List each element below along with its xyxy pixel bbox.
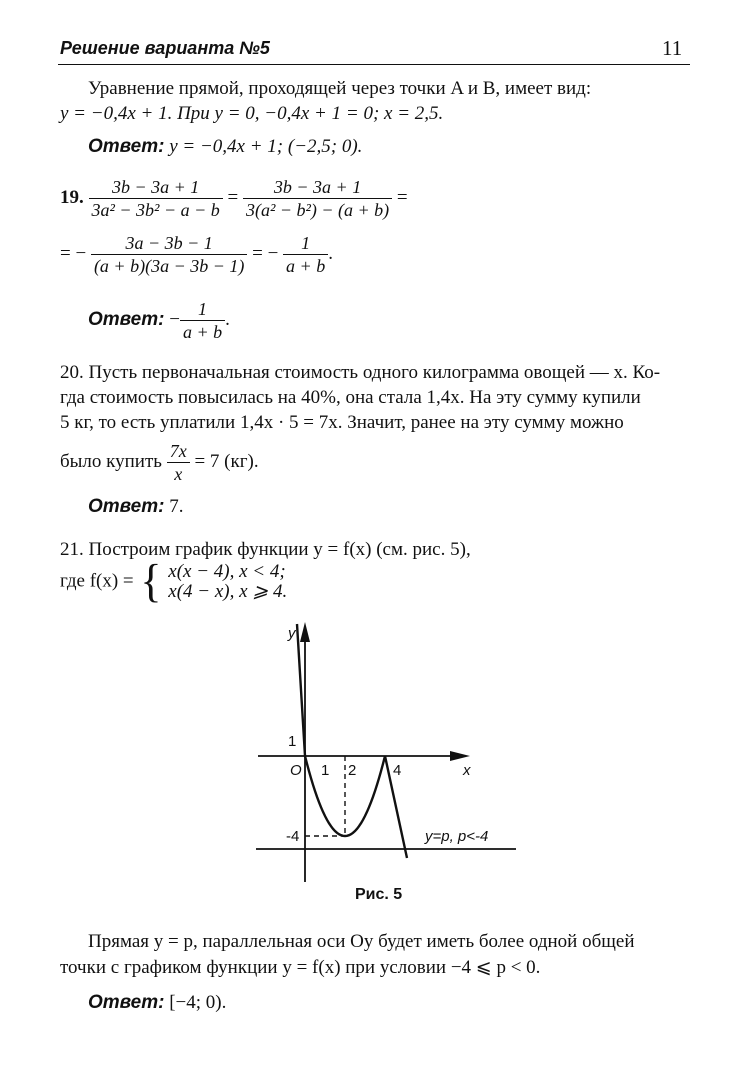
p19-f4-num: 1: [283, 232, 328, 255]
line-p-label: y=p, p<-4: [425, 828, 489, 845]
p19-line2: [60, 232, 333, 277]
tick-ym4-label: -4: [286, 828, 300, 845]
p20-line3: 5 кг, то есть уплатили 1,4x · 5 = 7x. Значит, ранее на эту сумму можно: [60, 412, 624, 433]
running-header-title: Решение варианта №5: [60, 38, 270, 58]
p19-f1-den: 3a² − 3b² − a − b: [91, 200, 220, 220]
p19-f2-den: 3(a² − b²) − (a + b): [245, 200, 390, 220]
page-number: 11: [662, 36, 683, 60]
axis-x-label: x: [463, 762, 471, 779]
figure-5-graph: [250, 620, 530, 888]
p19-fraction-4: [283, 232, 328, 277]
p21-where-prefix: где f(x) =: [60, 570, 134, 592]
p20-line2: гда стоимость повысилась на 40%, она стала 1,4x. На эту сумму купили: [60, 387, 641, 408]
p19-answer: [88, 298, 230, 343]
p19-answer-den: a + b: [182, 322, 223, 342]
p21-brace: {: [140, 555, 162, 608]
function-curve: [297, 624, 407, 858]
tick-x4-label: 4: [393, 762, 402, 779]
p18-line1: Уравнение прямой, проходящей через точки A и B, имеет вид:: [88, 78, 592, 99]
p19-line1: [60, 176, 408, 221]
figure-caption: Рис. 5: [355, 886, 403, 903]
header-divider: [58, 64, 690, 65]
p19-fraction-2: [243, 176, 392, 221]
p19-f3-den: (a + b)(3a − 3b − 1): [93, 256, 245, 276]
p18-answer: [88, 136, 362, 158]
p20-answer-label: Ответ:: [88, 496, 165, 517]
p18-line2: y = −0,4x + 1. При y = 0, −0,4x + 1 = 0; x = 2,5.: [60, 103, 444, 124]
p20-line4-suffix: = 7 (кг).: [194, 450, 259, 472]
p21-conclusion-line2: точки с графиком функции y = f(x) при условии −4 ⩽ p < 0.: [60, 957, 541, 978]
p19-answer-num: 1: [180, 298, 225, 321]
p20-line4: [60, 440, 259, 485]
y-axis-arrow: [300, 622, 310, 642]
p20-fraction: [167, 440, 190, 485]
p21-conclusion-line1: Прямая y = p, параллельная оси Oy будет иметь более одной общей: [88, 931, 635, 952]
p19-f2-num: 3b − 3a + 1: [243, 176, 392, 199]
x-axis-arrow: [450, 751, 470, 761]
p21-case1: x(x − 4), x < 4;: [168, 561, 286, 582]
p19-fraction-1: [89, 176, 223, 221]
p20-line1: 20. Пусть первоначальная стоимость одного килограмма овощей — x. Ко-: [60, 362, 661, 383]
tick-y1-label: 1: [288, 733, 297, 750]
p19-eq-minus: = −: [252, 242, 279, 264]
p20-answer: [88, 496, 183, 518]
p19-f1-num: 3b − 3a + 1: [89, 176, 223, 199]
p21-answer: [88, 992, 226, 1014]
p21-answer-value: [−4; 0).: [169, 992, 227, 1013]
p19-f4-den: a + b: [286, 256, 326, 276]
p18-answer-value: y = −0,4x + 1; (−2,5; 0).: [169, 136, 363, 157]
p19-f3-num: 3a − 3b − 1: [91, 232, 247, 255]
tick-x1-label: 1: [321, 762, 330, 779]
p21-definition: [60, 555, 288, 608]
p21-cases: [168, 562, 287, 602]
p21-case2: x(4 − x), x ⩾ 4.: [168, 581, 288, 602]
p21-answer-label: Ответ:: [88, 992, 165, 1013]
p19-eq-2: =: [396, 186, 408, 208]
p20-line4-prefix: было купить: [60, 450, 162, 472]
p19-line2-prefix: = −: [60, 242, 87, 264]
p19-fraction-3: [91, 232, 247, 277]
p18-answer-label: Ответ:: [88, 136, 165, 157]
p20-frac-den: x: [174, 464, 183, 484]
p19-answer-fraction: [180, 298, 225, 343]
p19-period: .: [328, 242, 333, 264]
p20-answer-value: 7.: [169, 496, 184, 517]
p20-frac-num: 7x: [167, 440, 190, 463]
p19-number: 19.: [60, 186, 84, 208]
p19-answer-period: .: [225, 308, 230, 330]
p19-answer-label: Ответ:: [88, 308, 165, 330]
p21-line1: 21. Построим график функции y = f(x) (см. рис. 5),: [60, 539, 471, 560]
tick-x2-label: 2: [348, 762, 357, 779]
p19-answer-minus: −: [169, 308, 180, 330]
axis-y-label: y: [288, 625, 296, 642]
origin-label: O: [290, 762, 302, 779]
p19-eq-1: =: [227, 186, 239, 208]
